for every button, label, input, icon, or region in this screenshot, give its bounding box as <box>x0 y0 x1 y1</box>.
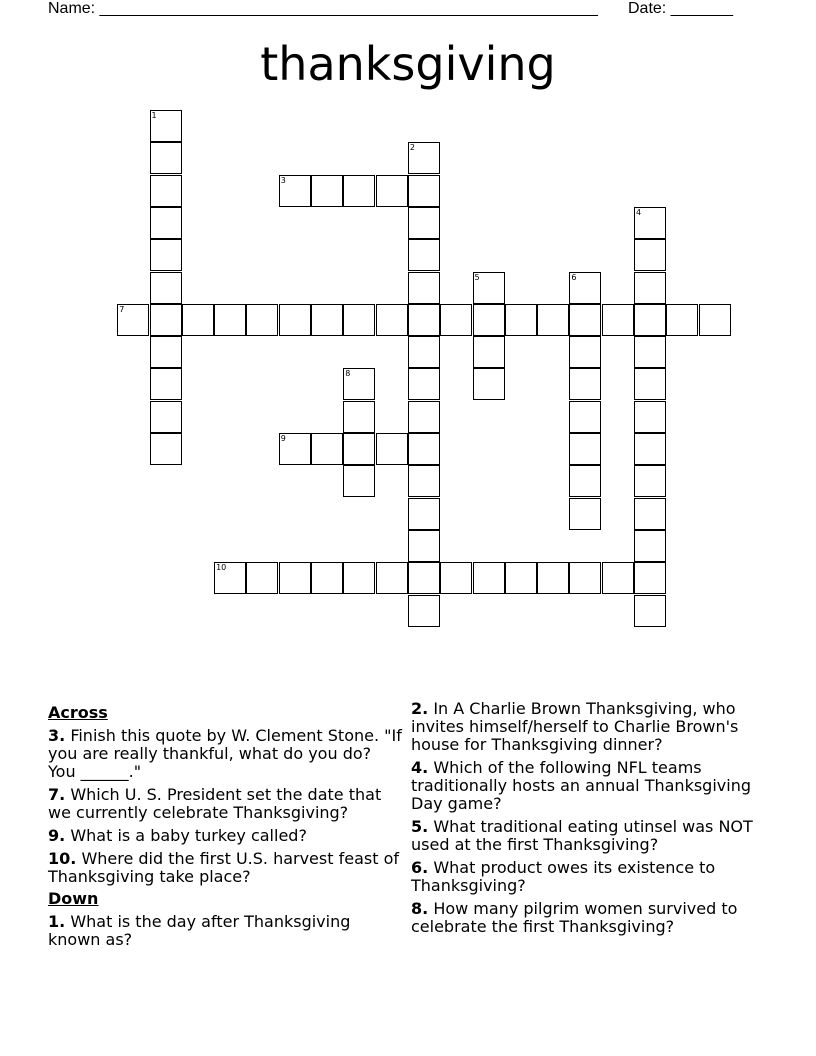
grid-cell[interactable] <box>343 401 375 433</box>
across-clue <box>48 786 403 822</box>
clue-text: What product owes its existence to Thanksgiving? <box>411 858 716 895</box>
grid-cell[interactable] <box>408 465 440 497</box>
grid-cell[interactable] <box>150 239 182 271</box>
grid-cell[interactable] <box>343 368 375 400</box>
grid-cell[interactable] <box>408 595 440 627</box>
down-clue <box>411 759 769 813</box>
grid-cell[interactable] <box>408 433 440 465</box>
grid-cell[interactable] <box>537 304 569 336</box>
grid-cell[interactable] <box>408 498 440 530</box>
clue-text: Which of the following NFL teams traditionally hosts an annual Thanksgiving Day game? <box>411 758 751 813</box>
clues-left-column <box>48 700 403 949</box>
clue-number-label: 8. <box>411 899 429 918</box>
grid-cell[interactable] <box>569 401 601 433</box>
date-field-label[interactable]: Date: _______ <box>628 0 733 17</box>
grid-cell[interactable] <box>569 465 601 497</box>
clue-text: What is a baby turkey called? <box>70 826 307 845</box>
grid-cell[interactable] <box>150 368 182 400</box>
grid-cell[interactable] <box>150 433 182 465</box>
grid-cell[interactable] <box>569 433 601 465</box>
down-heading: Down <box>48 889 99 908</box>
grid-cell[interactable] <box>408 562 440 594</box>
grid-cell[interactable] <box>279 562 311 594</box>
down-clue-list-right <box>411 700 769 936</box>
grid-cell[interactable] <box>408 304 440 336</box>
grid-cell[interactable] <box>150 175 182 207</box>
clue-number: 1 <box>151 111 157 120</box>
grid-cell[interactable] <box>634 368 666 400</box>
grid-cell[interactable] <box>150 110 182 142</box>
grid-cell[interactable] <box>634 530 666 562</box>
grid-cell[interactable] <box>150 207 182 239</box>
down-clue <box>411 818 769 854</box>
grid-cell[interactable] <box>279 433 311 465</box>
grid-cell[interactable] <box>537 562 569 594</box>
clue-number: 6 <box>571 272 577 282</box>
clue-number: 3 <box>280 175 286 185</box>
clue-number: 5 <box>474 272 480 282</box>
name-field-label[interactable]: Name: ________________________________________________________ <box>48 0 598 17</box>
grid-cell[interactable] <box>634 304 666 336</box>
clue-text: In A Charlie Brown Thanksgiving, who invites himself/herself to Charlie Brown's house for Thanksgiving dinner? <box>411 699 739 754</box>
grid-cell[interactable] <box>473 304 505 336</box>
across-clue-list <box>48 727 403 886</box>
clue-number: 4 <box>636 207 642 217</box>
grid-cell[interactable] <box>473 272 505 304</box>
grid-cell[interactable] <box>408 239 440 271</box>
down-clue-list-left <box>48 913 403 949</box>
page-title: thanksgiving <box>260 37 556 91</box>
clue-number: 2 <box>409 143 415 153</box>
across-clue <box>48 827 403 845</box>
grid-cell[interactable] <box>376 175 408 207</box>
grid-cell[interactable] <box>246 562 278 594</box>
grid-cell[interactable] <box>440 304 472 336</box>
grid-cell[interactable] <box>408 401 440 433</box>
grid-cell[interactable] <box>569 336 601 368</box>
clue-number-label: 4. <box>411 758 429 777</box>
grid-cell[interactable] <box>408 272 440 304</box>
grid-cell[interactable] <box>343 304 375 336</box>
clue-number-label: 5. <box>411 817 429 836</box>
clue-text: What is the day after Thanksgiving known as? <box>48 912 351 949</box>
grid-cell[interactable] <box>150 142 182 174</box>
grid-cell[interactable] <box>117 304 149 336</box>
clue-text: What traditional eating utinsel was NOT used at the first Thanksgiving? <box>411 817 753 854</box>
clue-number-label: 2. <box>411 699 429 718</box>
clue-number-label: 7. <box>48 785 66 804</box>
down-clue <box>411 900 769 936</box>
across-clue <box>48 850 403 886</box>
grid-cell[interactable] <box>408 142 440 174</box>
clue-number-label: 10. <box>48 849 77 868</box>
down-clue <box>48 913 403 949</box>
clue-number-label: 6. <box>411 858 429 877</box>
grid-cell[interactable] <box>602 304 634 336</box>
grid-cell[interactable] <box>279 175 311 207</box>
grid-cell[interactable] <box>634 239 666 271</box>
grid-cell[interactable] <box>343 433 375 465</box>
grid-cell[interactable] <box>569 368 601 400</box>
grid-cell[interactable] <box>150 401 182 433</box>
clues-right-column <box>411 700 769 936</box>
grid-cell[interactable] <box>634 207 666 239</box>
grid-cell[interactable] <box>408 336 440 368</box>
grid-cell[interactable] <box>634 465 666 497</box>
grid-cell[interactable] <box>602 562 634 594</box>
grid-cell[interactable] <box>376 304 408 336</box>
grid-cell[interactable] <box>150 304 182 336</box>
grid-cell[interactable] <box>150 336 182 368</box>
grid-cell[interactable] <box>311 562 343 594</box>
grid-cell[interactable] <box>408 368 440 400</box>
grid-cell[interactable] <box>343 175 375 207</box>
grid-cell[interactable] <box>150 272 182 304</box>
clue-number-label: 1. <box>48 912 66 931</box>
grid-cell[interactable] <box>634 498 666 530</box>
grid-cell[interactable] <box>473 562 505 594</box>
grid-cell[interactable] <box>505 562 537 594</box>
clue-number: 10 <box>216 563 227 573</box>
grid-cell[interactable] <box>311 175 343 207</box>
grid-cell[interactable] <box>634 401 666 433</box>
down-clue <box>411 700 769 754</box>
grid-cell[interactable] <box>311 433 343 465</box>
clue-text: Where did the first U.S. harvest feast of Thanksgiving take place? <box>48 849 399 886</box>
grid-cell[interactable] <box>473 368 505 400</box>
clue-number-label: 3. <box>48 726 66 745</box>
grid-cell[interactable] <box>408 530 440 562</box>
grid-cell[interactable] <box>440 562 472 594</box>
grid-cell[interactable] <box>214 304 246 336</box>
grid-cell[interactable] <box>311 304 343 336</box>
clue-text: Finish this quote by W. Clement Stone. "If you are really thankful, what do you do? You ______." <box>48 726 402 781</box>
grid-cell[interactable] <box>408 207 440 239</box>
grid-cell[interactable] <box>182 304 214 336</box>
grid-cell[interactable] <box>634 272 666 304</box>
grid-cell[interactable] <box>569 498 601 530</box>
grid-cell[interactable] <box>569 304 601 336</box>
grid-cell[interactable] <box>634 562 666 594</box>
clue-number: 9 <box>280 434 286 443</box>
clue-text: Which U. S. President set the date that we currently celebrate Thanksgiving? <box>48 785 382 822</box>
grid-cell[interactable] <box>505 304 537 336</box>
grid-cell[interactable] <box>634 595 666 627</box>
grid-cell[interactable] <box>634 433 666 465</box>
grid-cell[interactable] <box>569 272 601 304</box>
grid-cell[interactable] <box>634 336 666 368</box>
grid-cell[interactable] <box>279 304 311 336</box>
grid-cell[interactable] <box>699 304 731 336</box>
grid-cell[interactable] <box>408 175 440 207</box>
across-clue <box>48 727 403 781</box>
grid-cell[interactable] <box>343 465 375 497</box>
grid-cell[interactable] <box>376 562 408 594</box>
grid-cell[interactable] <box>343 562 375 594</box>
grid-cell[interactable] <box>666 304 698 336</box>
clue-number: 8 <box>345 369 351 379</box>
grid-cell[interactable] <box>214 562 246 594</box>
grid-cell[interactable] <box>473 336 505 368</box>
down-clue <box>411 859 769 895</box>
grid-cell[interactable] <box>376 433 408 465</box>
clue-text: How many pilgrim women survived to celebrate the first Thanksgiving? <box>411 899 738 936</box>
clue-number: 7 <box>119 304 125 314</box>
clue-number-label: 9. <box>48 826 66 845</box>
across-heading: Across <box>48 703 108 722</box>
grid-cell[interactable] <box>569 562 601 594</box>
grid-cell[interactable] <box>246 304 278 336</box>
